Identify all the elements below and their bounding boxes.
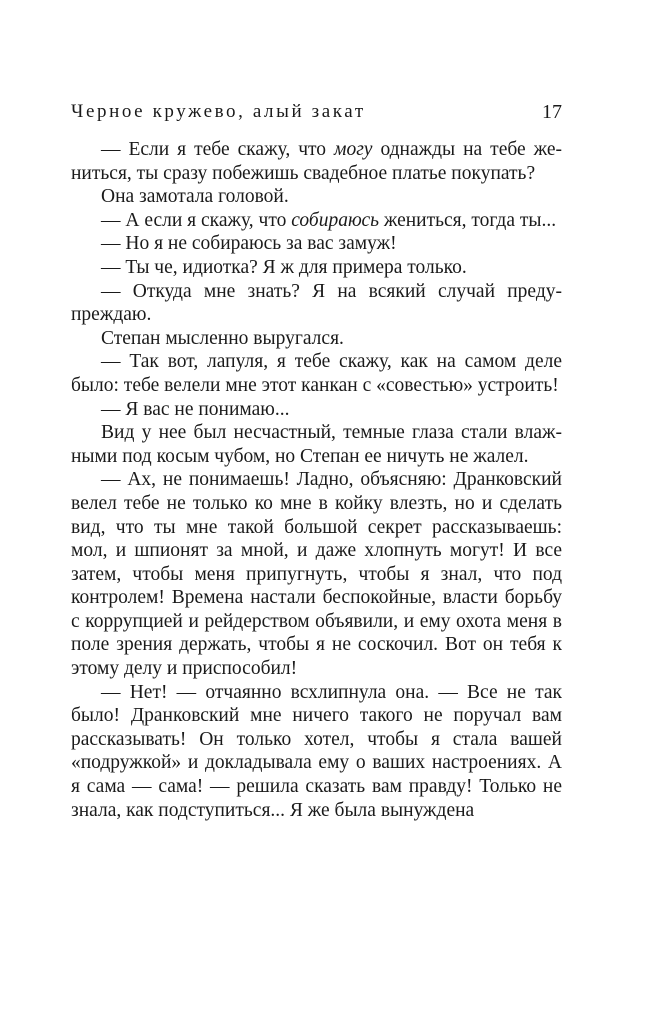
text-run: — Нет! — отчаянно всхлипнула она. — Все не так было! Дранковский мне ничего такого не поручал вам рассказывать! Он только хотел, чтобы я стала вашей «подружкой» и докладывала ему о ваших настроениях. А я сама — сама! — решила сказать вам правду! Только не знала, как подступиться... Я же была вынуждена [71,681,562,821]
text-run: Степан мысленно выругался. [101,327,344,349]
paragraph [71,398,562,422]
text-run: жениться, тогда ты... [378,209,557,231]
text-run: однажды на тебе жениться, ты сразу побежишь свадебное платье покупать? [71,139,563,184]
text-run: — Но я не собираюсь за вас замуж! [101,233,397,255]
text-run: — Если я тебе скажу, что [101,139,334,160]
text-run: Вид у нее был несчастный, темные глаза стали влажными под косым чубом, но Степан ее ничуть не жалел. [71,422,562,467]
text-run: — Так вот, лапуля, я тебе скажу, как на самом деле было: тебе велели мне этот канкан с «совестью» устроить! [71,351,562,396]
paragraph [71,280,562,327]
text-run: — Ах, не понимаешь! Ладно, объясняю: Дранковский велел тебе не только ко мне в койку влезть, но и сделать вид, что ты мне такой большой секрет рассказываешь: мол, и шпионят за мной, и даже хлопнуть могут! И все затем, чтобы меня припугнуть, чтобы я знал, что под контролем! Времена настали беспокойные, власти борьбу с коррупцией и рейдерством объявили, и ему охота меня в поле зрения держать, чтобы я не соскочил. Вот он тебя к этому делу и приспособил! [71,469,562,680]
paragraph [71,468,562,680]
paragraph [71,681,562,823]
text-run: — Я вас не понимаю... [101,398,290,420]
paragraph [71,232,562,256]
paragraph [71,138,562,185]
book-page [71,96,562,822]
page-number: 17 [542,101,562,123]
paragraph [71,421,562,468]
paragraph [71,185,562,209]
text-run: — А если я скажу, что [101,209,292,231]
paragraph [71,256,562,280]
running-title: Черное кружево, алый закат [71,101,366,122]
text-run: — Откуда мне знать? Я на всякий случай предупреждаю. [71,280,562,326]
emphasis-text: собираюсь [291,209,379,231]
paragraph [71,209,562,233]
running-head [71,96,562,128]
emphasis-text: могу [334,139,373,160]
text-run: — Ты че, идиотка? Я ж для примера только. [101,256,467,278]
text-run: Она замотала головой. [101,186,289,208]
body-text [71,138,562,822]
paragraph [71,350,562,397]
paragraph [71,327,562,351]
